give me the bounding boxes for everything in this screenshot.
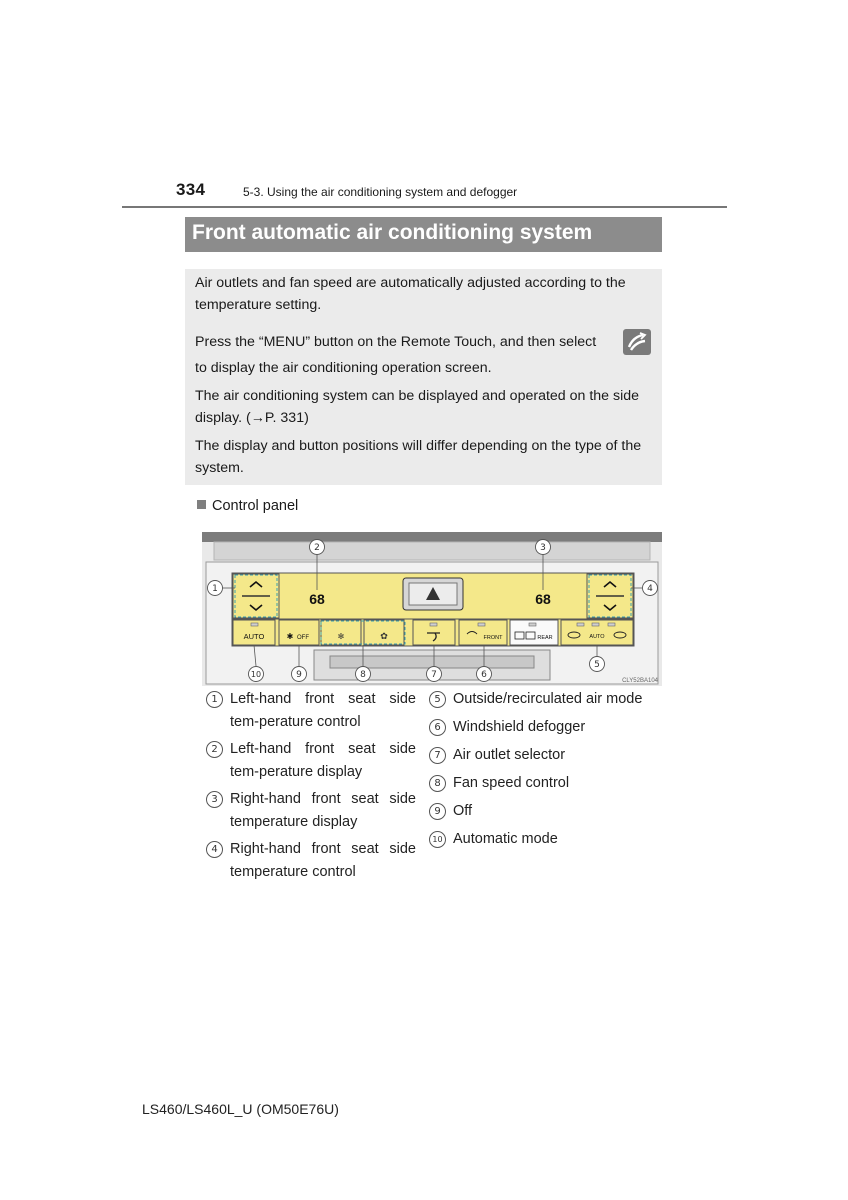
legend-text: Outside/recirculated air mode <box>453 691 643 707</box>
control-panel-figure <box>202 532 662 686</box>
legend-number: 4 <box>206 841 223 858</box>
legend-text: Air outlet selector <box>453 747 566 763</box>
square-bullet-icon <box>197 500 206 509</box>
legend-text: Left-hand front seat side tem-perature control <box>230 691 416 730</box>
legend-text: Right-hand front seat side temperature display <box>230 791 416 830</box>
rear-defogger-label: REAR <box>537 635 553 641</box>
legend-text: Off <box>453 803 473 819</box>
legend-item <box>206 738 416 783</box>
auto-recirculation-label: AUTO <box>589 634 605 640</box>
legend-item <box>429 744 565 767</box>
legend-number: 2 <box>206 741 223 758</box>
page-footer: LS460/LS460L_U (OM50E76U) <box>142 1101 339 1117</box>
info-box <box>185 269 662 485</box>
image-code: CLY52BA104 <box>622 678 658 684</box>
section-reference: 5-3. Using the air conditioning system and defogger <box>243 185 518 199</box>
right-temperature: 68 <box>535 591 551 607</box>
legend-number: 5 <box>429 691 446 708</box>
fan-increase-icon: ✿ <box>380 632 388 642</box>
callout-6: 6 <box>481 670 487 680</box>
off-button-label: OFF <box>297 635 309 641</box>
callout-7: 7 <box>431 670 437 680</box>
legend-item <box>206 788 416 833</box>
legend-number: 3 <box>206 791 223 808</box>
control-panel-heading-text: Control panel <box>212 498 299 514</box>
page-number: 334 <box>176 180 206 199</box>
callout-10: 10 <box>250 670 262 679</box>
legend-item <box>206 838 416 883</box>
callout-legend <box>206 688 666 888</box>
callout-9: 9 <box>296 670 302 680</box>
control-panel-heading <box>197 498 298 514</box>
callout-8: 8 <box>360 670 366 680</box>
section-title: Front automatic air conditioning system <box>192 221 593 244</box>
callout-2: 2 <box>314 543 320 553</box>
legend-number: 9 <box>429 803 446 820</box>
legend-text: Windshield defogger <box>453 719 586 735</box>
left-temperature: 68 <box>309 591 325 607</box>
info-paragraph-1: Air outlets and fan speed are automatically adjusted according to the temperature setting. <box>195 275 626 313</box>
section-title-bar <box>185 217 662 252</box>
legend-item <box>429 828 558 851</box>
info-paragraph-4: The display and button positions will differ depending on the type of the system. <box>195 438 642 476</box>
callout-4: 4 <box>647 584 653 594</box>
legend-text: Fan speed control <box>453 775 570 791</box>
auto-button-label: AUTO <box>243 632 265 641</box>
legend-number: 6 <box>429 719 446 736</box>
legend-number: 8 <box>429 775 446 792</box>
legend-number: 1 <box>206 691 223 708</box>
legend-item <box>206 688 416 733</box>
page-header <box>0 178 848 210</box>
header-rule <box>122 206 727 208</box>
callout-5: 5 <box>594 660 600 670</box>
callout-1: 1 <box>212 584 218 594</box>
control-panel-illustration <box>202 532 662 686</box>
fan-decrease-icon: ✻ <box>337 632 345 641</box>
legend-item <box>429 688 642 711</box>
info-paragraph-2b: to display the air conditioning operation screen. <box>195 360 492 376</box>
info-paragraph-3: The air conditioning system can be displayed and operated on the side display. (→P. 331) <box>195 388 640 426</box>
legend-item <box>429 716 585 739</box>
legend-number: 7 <box>429 747 446 764</box>
fan-small-icon: ✱ <box>286 632 294 641</box>
info-paragraph-2a: Press the “MENU” button on the Remote Touch, and then select <box>195 334 597 350</box>
legend-text: Left-hand front seat side tem-perature display <box>230 741 416 780</box>
front-defogger-label: FRONT <box>483 635 503 641</box>
legend-item <box>429 800 472 823</box>
legend-number: 10 <box>429 831 446 848</box>
callout-3: 3 <box>540 543 546 553</box>
legend-item <box>429 772 569 795</box>
climate-menu-icon <box>623 329 651 355</box>
legend-text: Automatic mode <box>453 831 558 847</box>
legend-text: Right-hand front seat side temperature control <box>230 841 416 880</box>
